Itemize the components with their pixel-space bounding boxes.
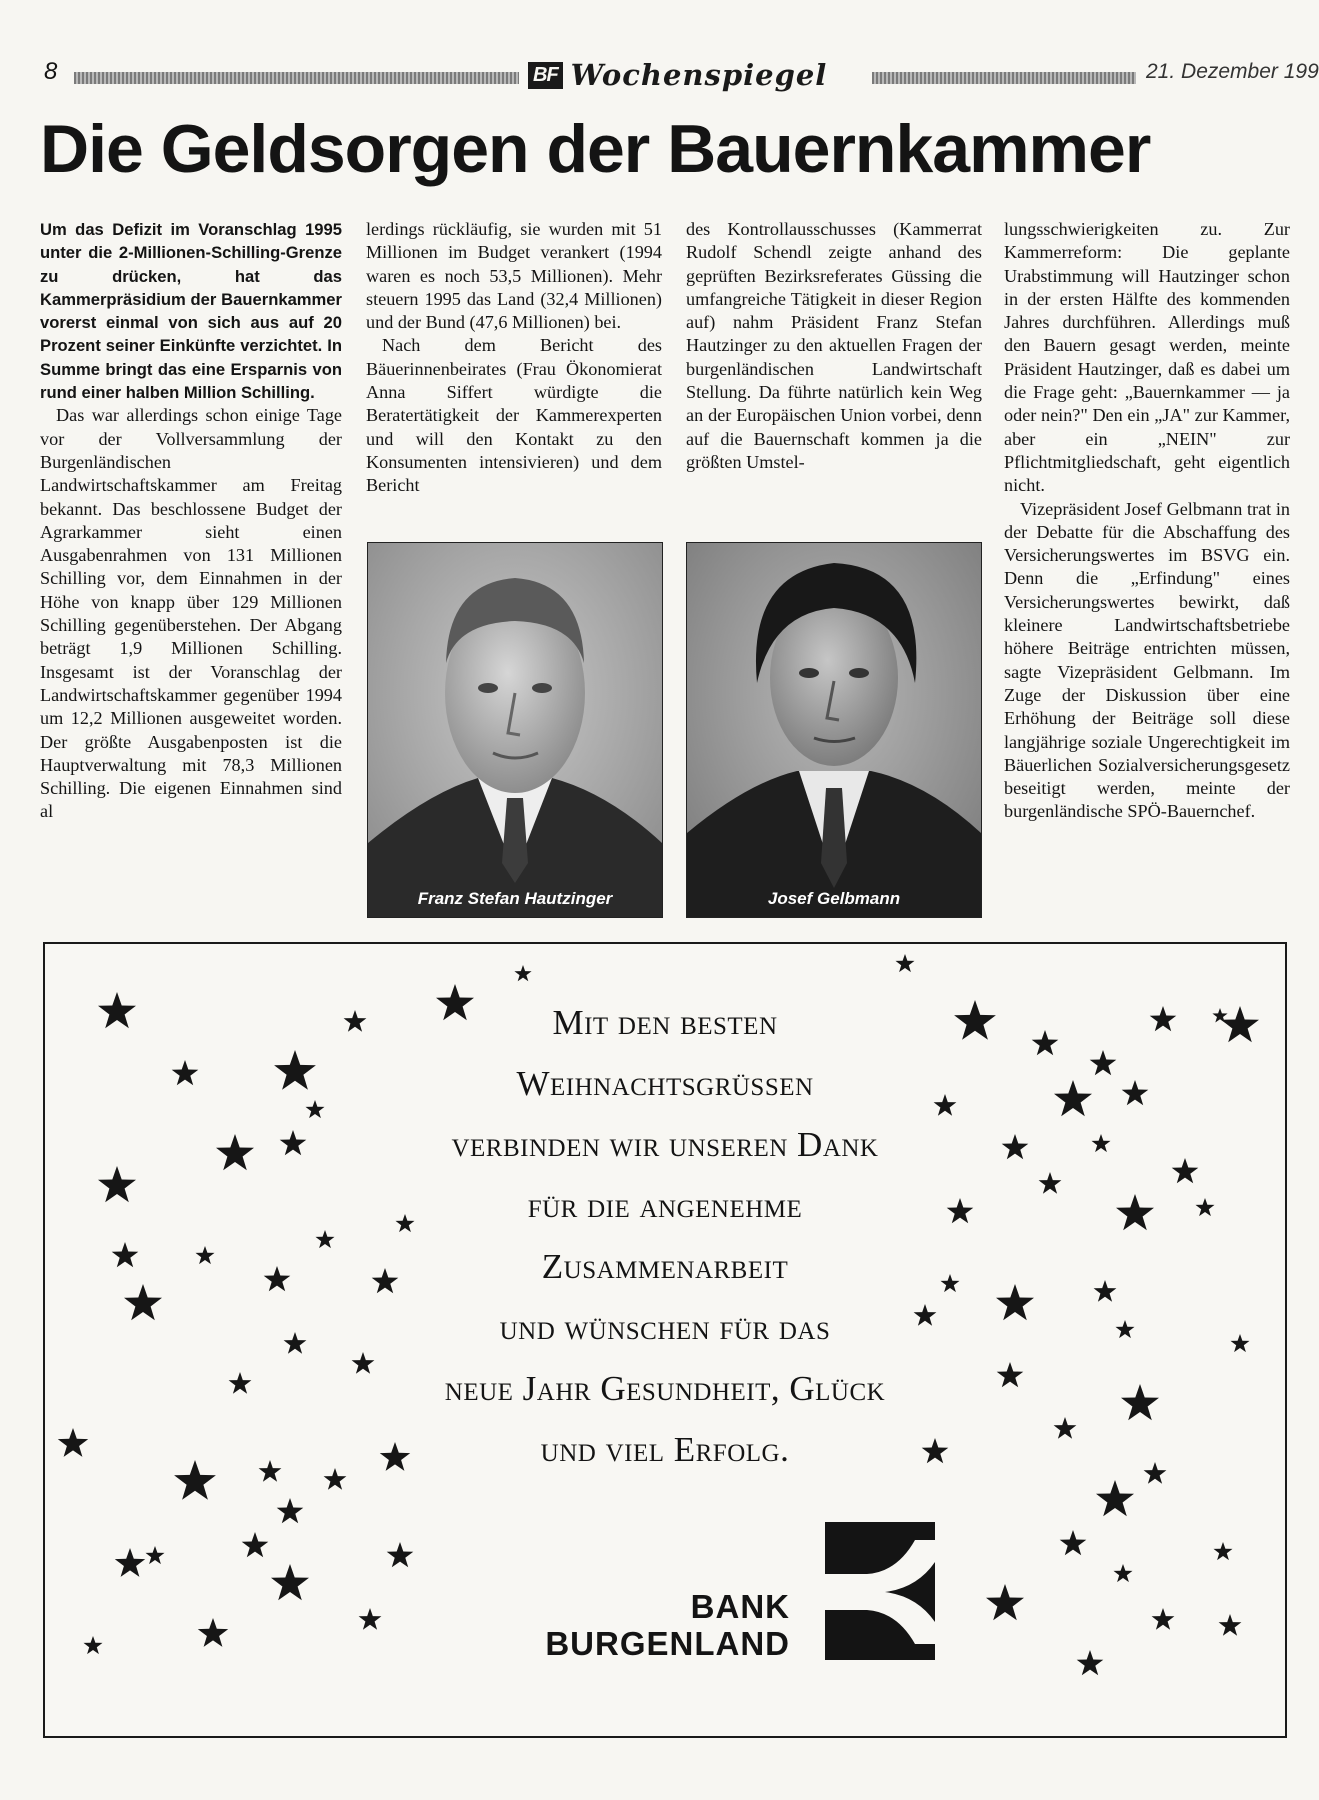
paragraph-3: Vizepräsident Josef Gelbmann trat in der Debatte für die Abschaffung des Versicherungswertes im BSVG ein. Denn die „Erfindung" eines Versicherungswertes bewirkt, daß kleinere Landwirtschaftsbetriebe höhere Beiträge entrichten müssen, sagte Vizepräsident Gelbmann. Im Zuge der Diskussion über eine Erhöhung der Beiträge soll diese langjährige soziale Ungerechtigkeit im Bäuerlichen Sozialversicherungsgesetz beseitigt werden, meinte der burgenländische SPÖ-Bauernchef. bbox=[1004, 498, 1290, 822]
logo-abbreviation: BF bbox=[528, 62, 563, 89]
star-icon bbox=[996, 1284, 1034, 1320]
star-icon bbox=[174, 1460, 216, 1500]
star-icon bbox=[947, 1198, 974, 1223]
bank-name-line-2: BURGENLAND bbox=[545, 1625, 790, 1662]
greeting-text bbox=[385, 992, 945, 1480]
star-icon bbox=[216, 1134, 254, 1170]
star-icon bbox=[1092, 1134, 1111, 1152]
star-icon bbox=[1196, 1198, 1215, 1216]
bank-burgenland-logo bbox=[475, 1522, 935, 1682]
star-icon bbox=[172, 1060, 199, 1085]
star-icon bbox=[280, 1130, 307, 1155]
star-icon bbox=[1114, 1564, 1133, 1582]
star-icon bbox=[271, 1564, 309, 1600]
star-icon bbox=[1054, 1417, 1077, 1439]
article-lead: Um das Defizit im Voranschlag 1995 unter die 2-Millionen-Schilling-Grenze zu drücken, hat das Kammerpräsidium der Bauernkammer vorerst einmal von sich aus auf 20 Prozent seiner Einkünfte verzichtet. In Summe bringt das eine Ersparnis von rund einer halben Million Schilling. bbox=[40, 220, 342, 403]
article-column-2 bbox=[366, 218, 662, 523]
star-icon bbox=[1054, 1080, 1092, 1116]
paragraph-1-continued: lerdings rückläufig, sie wurden mit 51 Millionen im Budget verankert (1994 waren es noch 53,5 Millionen). Mehr steuern 1995 das Land (32,4 Millionen) und der Bund (47,6 Millionen) bei. bbox=[366, 219, 662, 333]
star-icon bbox=[1231, 1334, 1250, 1352]
star-icon bbox=[229, 1372, 252, 1394]
star-icon bbox=[1122, 1080, 1149, 1105]
portrait-gelbmann-image bbox=[687, 543, 981, 917]
star-icon bbox=[306, 1100, 325, 1118]
paragraph-2-start: Nach dem Bericht des Bäuerinnenbeirates (Frau Ökonomierat Anna Siffert würdigte die Beratertätigkeit der Kammerexperten und will den Kontakt zu den Konsumenten intensivieren) und dem Bericht bbox=[366, 335, 662, 496]
publication-name: Wochenspiegel bbox=[570, 58, 828, 92]
star-icon bbox=[1214, 1542, 1233, 1560]
masthead bbox=[40, 58, 1319, 96]
masthead-rule-left bbox=[74, 72, 519, 84]
page-number: 8 bbox=[44, 58, 58, 85]
star-icon bbox=[1002, 1134, 1029, 1159]
headline: Die Geldsorgen der Bauernkammer bbox=[40, 111, 1151, 187]
article-column-1 bbox=[40, 218, 342, 918]
column-4-text bbox=[1004, 218, 1290, 824]
greeting-line: und wünschen für das bbox=[499, 1308, 831, 1347]
star-icon bbox=[264, 1266, 291, 1291]
star-icon bbox=[1094, 1280, 1117, 1302]
publication-logo bbox=[528, 58, 827, 92]
photo-gelbmann bbox=[686, 542, 982, 918]
star-icon bbox=[1116, 1320, 1135, 1338]
issue-date: 21. Dezember 199 bbox=[1146, 60, 1319, 83]
star-icon bbox=[124, 1284, 162, 1320]
star-icon bbox=[1032, 1030, 1059, 1055]
bank-name bbox=[545, 1588, 790, 1662]
greeting-line: Zusammenarbeit bbox=[541, 1247, 789, 1286]
greeting-line: Mit den besten bbox=[552, 1003, 778, 1042]
portrait-hautzinger-image bbox=[368, 543, 662, 917]
star-icon bbox=[242, 1532, 269, 1557]
star-icon bbox=[1150, 1006, 1177, 1031]
greeting-line: neue Jahr Gesundheit, Glück bbox=[444, 1369, 886, 1408]
greeting-line: für die angenehme bbox=[527, 1186, 803, 1225]
christmas-advertisement bbox=[43, 942, 1287, 1738]
star-icon bbox=[1172, 1158, 1199, 1183]
star-icon bbox=[352, 1352, 375, 1374]
star-icon bbox=[514, 965, 531, 981]
star-icon bbox=[1221, 1006, 1259, 1042]
star-icon bbox=[954, 1000, 996, 1040]
column-3-text: des Kontrollausschusses (Kammerrat Rudolf Schendl zeigte anhand des geprüften Bezirksreferates Güssing die umfangreiche Tätigkeit in dieser Region auf) nahm Präsident Franz Stefan Hautzinger zu den aktuellen Fragen der burgenländischen Landwirtschaft Stellung. Da führte natürlich kein Weg an der Europäischen Union vorbei, denn auf die Bauernschaft kommen ja die größten Umstel- bbox=[686, 219, 982, 472]
star-icon bbox=[58, 1428, 88, 1457]
masthead-rule-right bbox=[872, 72, 1136, 84]
star-icon bbox=[1039, 1172, 1062, 1194]
star-icon bbox=[387, 1542, 414, 1567]
star-icon bbox=[986, 1584, 1024, 1620]
star-icon bbox=[198, 1618, 228, 1647]
photo-caption: Franz Stefan Hautzinger bbox=[417, 889, 613, 908]
star-icon bbox=[997, 1362, 1024, 1387]
greeting-line: verbinden wir unseren Dank bbox=[451, 1125, 879, 1164]
star-icon bbox=[277, 1498, 304, 1523]
photo-hautzinger bbox=[367, 542, 663, 918]
star-icon bbox=[324, 1468, 347, 1490]
star-icon bbox=[84, 1636, 103, 1654]
star-icon bbox=[274, 1050, 316, 1090]
bank-k-logo-icon bbox=[797, 1522, 935, 1660]
star-icon bbox=[1090, 1050, 1117, 1075]
article-column-3 bbox=[686, 218, 982, 523]
star-icon bbox=[146, 1546, 165, 1564]
star-icon bbox=[115, 1548, 145, 1577]
star-icon bbox=[259, 1460, 282, 1482]
star-icon bbox=[196, 1246, 215, 1264]
article-paragraph-1: Das war allerdings schon einige Tage vor der Vollversammlung der Burgenländischen Landwirtschaftskammer am Freitag bekannt. Das beschlossene Budget der Agrarkammer sieht einen Ausgabenrahmen von 131 Millionen Schilling vor, dem Einnahmen in der Höhe von knapp über 129 Millionen Schilling gegenüberstehen. Der Abgang beträgt 1,9 Millionen Schilling. Insgesamt ist der Voranschlag der Landwirtschaftskammer gegenüber 1994 um 12,2 Millionen ausgeweitet worden. Der größte Ausgabenposten ist die Hauptverwaltung mit 78,3 Millionen Schilling. Die eigenen Einnahmen sind al bbox=[40, 405, 342, 822]
star-icon bbox=[359, 1608, 382, 1630]
article-column-4 bbox=[1004, 218, 1290, 918]
greeting-line: und viel Erfolg. bbox=[540, 1430, 790, 1469]
star-icon bbox=[98, 992, 136, 1028]
star-icon bbox=[284, 1332, 307, 1354]
bank-name-line-1: BANK bbox=[690, 1588, 790, 1625]
star-icon bbox=[344, 1010, 367, 1032]
star-icon bbox=[1116, 1194, 1154, 1230]
paragraph-2-end: lungsschwierigkeiten zu. Zur Kammerreform: Die geplante Urabstimmung will Hautzinger schon in der ersten Hälfte des kommenden Jahres durchführen. Allerdings muß den Bauern gesagt werden, meinte Präsident Hautzinger, daß es dabei um die Frage geht: „Bauernkammer — ja oder nein?" Den ein „JA" zur Kammer, aber ein „NEIN" zur Pflichtmitgliedschaft, geht eigentlich nicht. bbox=[1004, 219, 1290, 496]
star-icon bbox=[1152, 1608, 1175, 1630]
star-icon bbox=[316, 1230, 335, 1248]
star-icon bbox=[1121, 1384, 1159, 1420]
star-icon bbox=[1077, 1650, 1104, 1675]
star-icon bbox=[98, 1166, 136, 1202]
column-2-text bbox=[366, 218, 662, 498]
star-icon bbox=[112, 1242, 139, 1267]
photo-caption: Josef Gelbmann bbox=[767, 889, 901, 908]
star-icon bbox=[896, 954, 915, 972]
star-icon bbox=[1219, 1614, 1242, 1636]
star-icon bbox=[1144, 1462, 1167, 1484]
star-icon bbox=[1060, 1530, 1087, 1555]
star-icon bbox=[1096, 1480, 1134, 1516]
greeting-line: Weihnachtsgrüssen bbox=[516, 1064, 814, 1103]
